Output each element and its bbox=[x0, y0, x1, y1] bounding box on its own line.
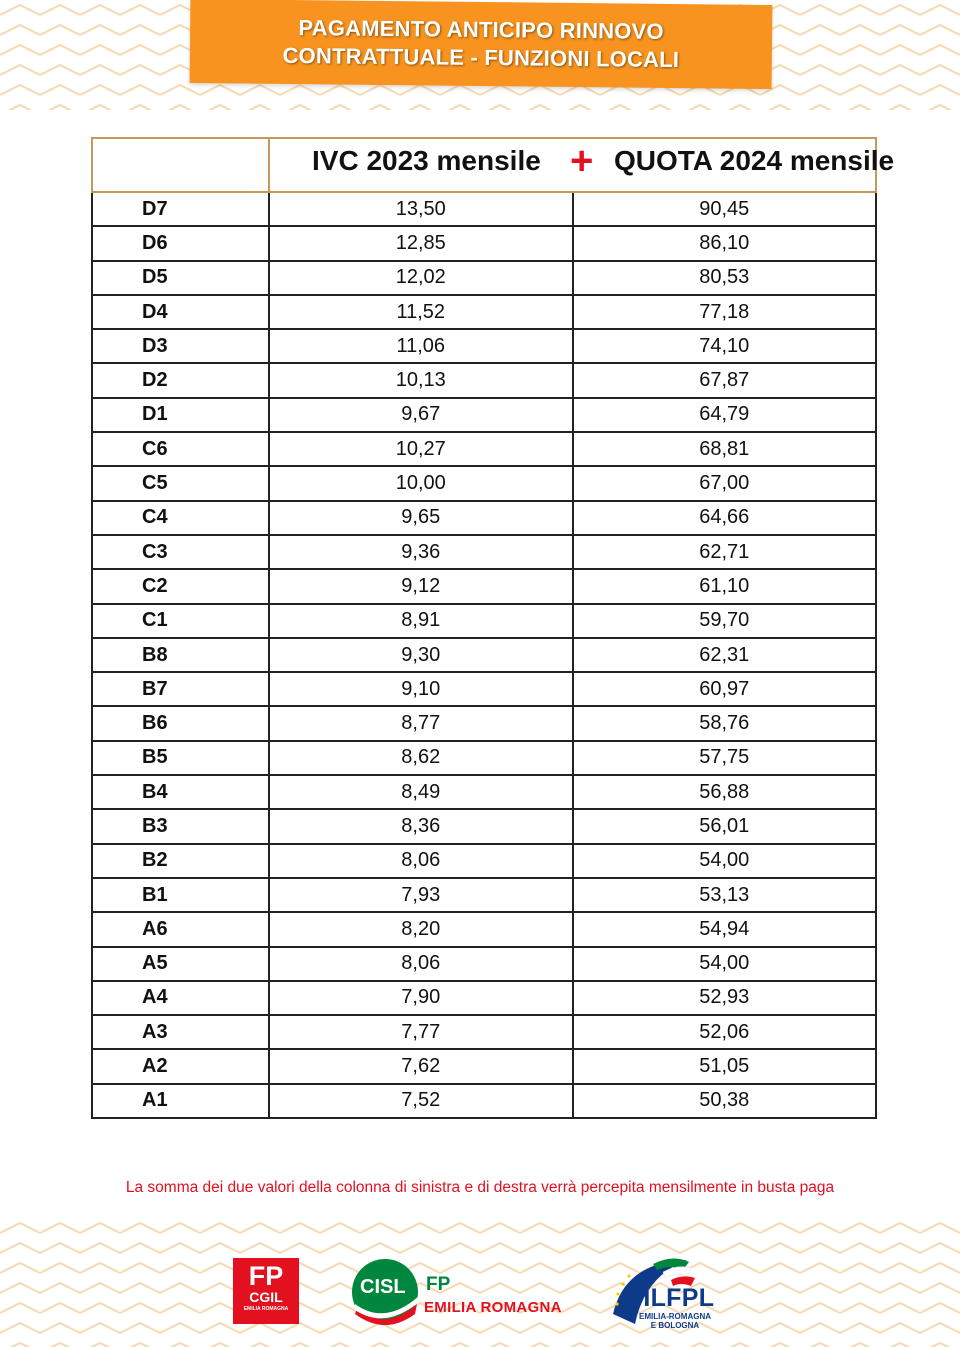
ivc-cell: 10,27 bbox=[269, 432, 573, 466]
uilfpl-logo bbox=[605, 1254, 735, 1332]
quota-cell: 61,10 bbox=[573, 569, 877, 603]
level-cell: B5 bbox=[92, 741, 269, 775]
quota-cell: 56,88 bbox=[573, 775, 877, 809]
quota-cell: 52,06 bbox=[573, 1015, 877, 1049]
ivc-cell: 8,20 bbox=[269, 912, 573, 946]
table-row bbox=[92, 638, 876, 672]
ivc-cell: 8,77 bbox=[269, 706, 573, 740]
ivc-cell: 7,62 bbox=[269, 1049, 573, 1083]
level-cell: A4 bbox=[92, 981, 269, 1015]
payment-table bbox=[91, 137, 895, 1119]
table-row bbox=[92, 501, 876, 535]
quota-cell: 62,31 bbox=[573, 638, 877, 672]
quota-cell: 68,81 bbox=[573, 432, 877, 466]
ivc-cell: 10,00 bbox=[269, 466, 573, 500]
table-row bbox=[92, 192, 876, 226]
uilfpl-logo-region-line1: EMILIA-ROMAGNA bbox=[639, 1312, 711, 1321]
title-line-2: CONTRATTUALE - FUNZIONI LOCALI bbox=[282, 42, 680, 73]
quota-cell: 60,97 bbox=[573, 672, 877, 706]
table-row bbox=[92, 466, 876, 500]
ivc-cell: 8,36 bbox=[269, 809, 573, 843]
footnote: La somma dei due valori della colonna di sinistra e di destra verrà percepita mensilmente in busta paga bbox=[125, 1179, 835, 1196]
quota-cell: 54,00 bbox=[573, 947, 877, 981]
quota-cell: 90,45 bbox=[573, 192, 877, 226]
quota-cell: 54,94 bbox=[573, 912, 877, 946]
cisl-logo-fp: FP bbox=[426, 1274, 451, 1295]
level-cell: B4 bbox=[92, 775, 269, 809]
ivc-cell: 9,36 bbox=[269, 535, 573, 569]
table-row bbox=[92, 809, 876, 843]
quota-cell: 62,71 bbox=[573, 535, 877, 569]
ivc-cell: 11,06 bbox=[269, 329, 573, 363]
table-header-row bbox=[92, 138, 876, 192]
level-cell: B3 bbox=[92, 809, 269, 843]
table-row bbox=[92, 535, 876, 569]
ivc-cell: 9,65 bbox=[269, 501, 573, 535]
level-cell: A6 bbox=[92, 912, 269, 946]
ivc-cell: 10,13 bbox=[269, 363, 573, 397]
ivc-cell: 7,77 bbox=[269, 1015, 573, 1049]
fp-cgil-logo bbox=[233, 1258, 299, 1324]
level-cell: D2 bbox=[92, 363, 269, 397]
title-line-1: PAGAMENTO ANTICIPO RINNOVO bbox=[298, 15, 664, 44]
level-cell: A3 bbox=[92, 1015, 269, 1049]
header-quota: QUOTA 2024 mensile bbox=[614, 145, 895, 176]
table-row bbox=[92, 363, 876, 397]
level-cell: B2 bbox=[92, 844, 269, 878]
cisl-logo-name: CISL bbox=[360, 1276, 406, 1298]
level-cell: B1 bbox=[92, 878, 269, 912]
table-row bbox=[92, 706, 876, 740]
union-logos bbox=[0, 1252, 960, 1332]
table-row bbox=[92, 432, 876, 466]
table-row bbox=[92, 844, 876, 878]
quota-cell: 53,13 bbox=[573, 878, 877, 912]
table-row bbox=[92, 295, 876, 329]
quota-cell: 52,93 bbox=[573, 981, 877, 1015]
quota-cell: 67,87 bbox=[573, 363, 877, 397]
quota-cell: 54,00 bbox=[573, 844, 877, 878]
ivc-cell: 7,93 bbox=[269, 878, 573, 912]
ivc-cell: 8,62 bbox=[269, 741, 573, 775]
level-cell: C3 bbox=[92, 535, 269, 569]
quota-cell: 64,79 bbox=[573, 398, 877, 432]
quota-cell: 56,01 bbox=[573, 809, 877, 843]
plus-icon: + bbox=[570, 139, 594, 183]
ivc-cell: 8,06 bbox=[269, 844, 573, 878]
ivc-cell: 9,67 bbox=[269, 398, 573, 432]
quota-cell: 80,53 bbox=[573, 261, 877, 295]
fp-cgil-logo-fp: FP bbox=[248, 1261, 284, 1291]
uilfpl-logo-name: UILFPL bbox=[625, 1284, 715, 1312]
quota-cell: 51,05 bbox=[573, 1049, 877, 1083]
level-cell: B6 bbox=[92, 706, 269, 740]
level-cell: D4 bbox=[92, 295, 269, 329]
table-row bbox=[92, 741, 876, 775]
fp-cgil-logo-region: EMILIA ROMAGNA bbox=[243, 1306, 289, 1312]
quota-cell: 74,10 bbox=[573, 329, 877, 363]
table-row bbox=[92, 981, 876, 1015]
quota-cell: 50,38 bbox=[573, 1084, 877, 1118]
ivc-cell: 9,10 bbox=[269, 672, 573, 706]
uilfpl-logo-region-line2: E BOLOGNA bbox=[650, 1321, 700, 1330]
ivc-cell: 7,90 bbox=[269, 981, 573, 1015]
ivc-cell: 8,91 bbox=[269, 604, 573, 638]
level-cell: C5 bbox=[92, 466, 269, 500]
level-cell: D5 bbox=[92, 261, 269, 295]
quota-cell: 64,66 bbox=[573, 501, 877, 535]
level-cell: C6 bbox=[92, 432, 269, 466]
fp-cgil-logo-cgil: CGIL bbox=[249, 1289, 283, 1305]
ivc-cell: 9,30 bbox=[269, 638, 573, 672]
table-row bbox=[92, 329, 876, 363]
ivc-cell: 8,49 bbox=[269, 775, 573, 809]
table-row bbox=[92, 226, 876, 260]
ivc-cell: 12,85 bbox=[269, 226, 573, 260]
table-row bbox=[92, 1049, 876, 1083]
uilfpl-logo-region bbox=[639, 1312, 711, 1330]
ivc-cell: 13,50 bbox=[269, 192, 573, 226]
table-row bbox=[92, 775, 876, 809]
table-row bbox=[92, 261, 876, 295]
table-row bbox=[92, 912, 876, 946]
quota-cell: 58,76 bbox=[573, 706, 877, 740]
level-cell: D6 bbox=[92, 226, 269, 260]
table-row bbox=[92, 1084, 876, 1118]
level-cell: D7 bbox=[92, 192, 269, 226]
quota-cell: 59,70 bbox=[573, 604, 877, 638]
level-cell: B8 bbox=[92, 638, 269, 672]
level-cell: D3 bbox=[92, 329, 269, 363]
cisl-logo-region: EMILIA ROMAGNA bbox=[424, 1299, 562, 1316]
level-cell: C2 bbox=[92, 569, 269, 603]
level-cell: A2 bbox=[92, 1049, 269, 1083]
ivc-cell: 12,02 bbox=[269, 261, 573, 295]
level-cell: A5 bbox=[92, 947, 269, 981]
header-empty-cell bbox=[92, 138, 269, 192]
quota-cell: 86,10 bbox=[573, 226, 877, 260]
level-cell: A1 bbox=[92, 1084, 269, 1118]
table-row bbox=[92, 398, 876, 432]
level-cell: C4 bbox=[92, 501, 269, 535]
table-row bbox=[92, 947, 876, 981]
header-ivc: IVC 2023 mensile bbox=[312, 145, 541, 176]
ivc-cell: 11,52 bbox=[269, 295, 573, 329]
level-cell: B7 bbox=[92, 672, 269, 706]
table-row bbox=[92, 569, 876, 603]
ivc-cell: 7,52 bbox=[269, 1084, 573, 1118]
quota-cell: 67,00 bbox=[573, 466, 877, 500]
quota-cell: 77,18 bbox=[573, 295, 877, 329]
quota-cell: 57,75 bbox=[573, 741, 877, 775]
header-titles-cell bbox=[269, 138, 895, 192]
cisl-fp-logo bbox=[351, 1256, 576, 1328]
table-row bbox=[92, 1015, 876, 1049]
ivc-cell: 9,12 bbox=[269, 569, 573, 603]
table-row bbox=[92, 878, 876, 912]
table-row bbox=[92, 672, 876, 706]
ivc-cell: 8,06 bbox=[269, 947, 573, 981]
level-cell: C1 bbox=[92, 604, 269, 638]
table-row bbox=[92, 604, 876, 638]
level-cell: D1 bbox=[92, 398, 269, 432]
title-banner bbox=[190, 0, 773, 89]
